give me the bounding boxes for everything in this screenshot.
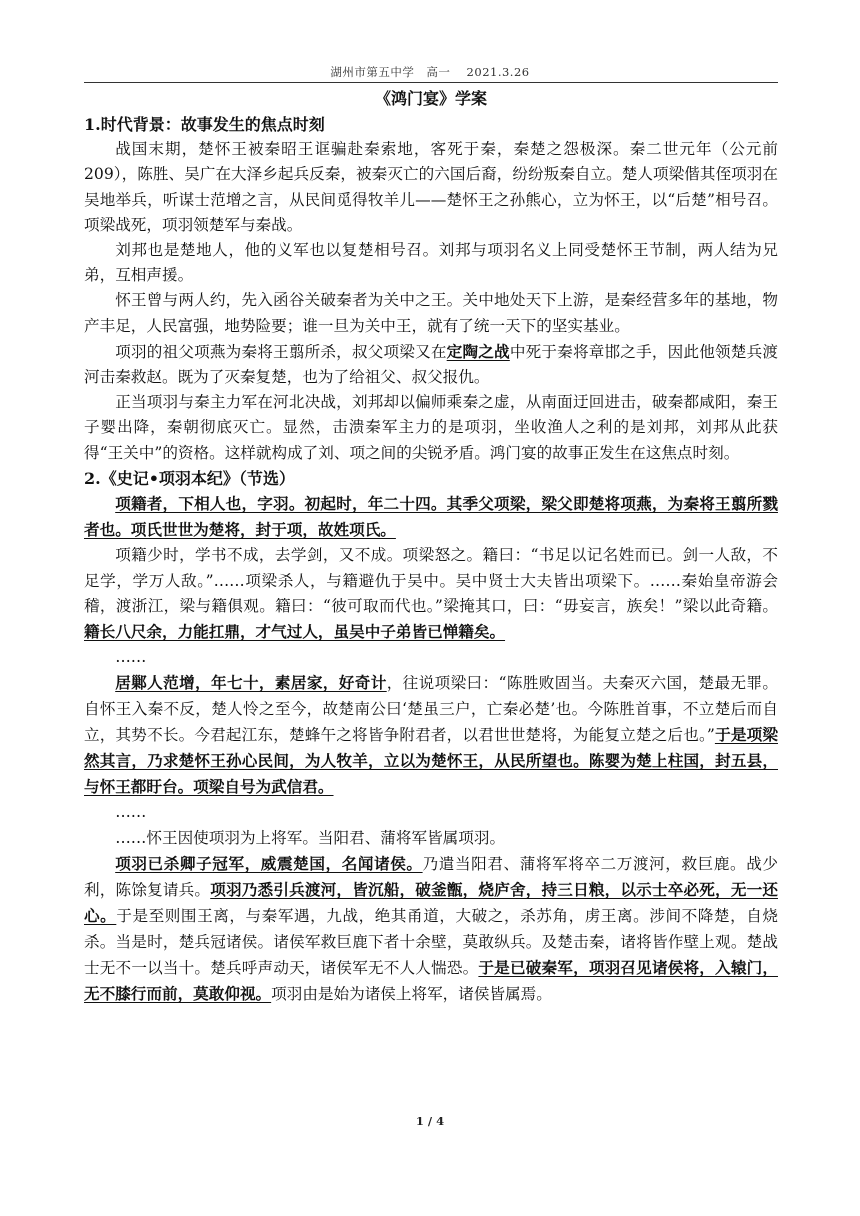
section2-paragraph-1	[84, 491, 778, 543]
document-title: 《鸿门宴》学案	[374, 89, 487, 108]
section2-paragraph-4: ……怀王因使项羽为上将军。当阳君、蒲将军皆属项羽。	[115, 828, 506, 847]
section2-paragraph-3	[84, 670, 778, 800]
paragraph-text: ，往说项梁曰：“陈胜败固当。夫秦灭六国，楚最无罪。自怀王入秦不反，楚人怜之至今，故楚南公曰‘楚虽三户，亡秦必楚’也。今陈胜首事，不立楚后而自立，其势不长。今君起江东，楚蜂午之将皆争附君者，以君世世楚将，为能复立楚之后也。”	[84, 674, 778, 744]
section2-paragraph-5	[84, 851, 778, 1007]
emphasis-text: 居鄛人范增，年七十，素居家，好奇计	[115, 673, 387, 693]
page-header: 湖州市第五中学 高一 2021.3.26	[330, 65, 530, 79]
ellipsis: ……	[115, 803, 147, 822]
section2-heading: 2.《史记•项羽本纪》（节选）	[84, 468, 295, 488]
section1-heading: 1.时代背景：故事发生的焦点时刻	[84, 115, 325, 134]
paragraph-text: 项羽由是始为诸侯上将军，诸侯皆属焉。	[271, 984, 552, 1003]
section1-paragraph-1: 战国末期，楚怀王被秦昭王诓骗赴秦索地，客死于秦，秦楚之怨极深。秦二世元年（公元前 209），陈胜、吴广在大泽乡起兵反秦，被秦灭亡的六国后裔，纷纷叛秦自立。楚人项梁偕其侄项羽在吴地举兵，听谋士范增之言，从民间觅得牧羊儿——楚怀王之孙熊心，立为怀王，以“后楚”相号召。项梁战死，项羽领楚军与秦战。	[84, 140, 778, 234]
section1-paragraph-5: 正当项羽与秦主力军在河北决战，刘邦却以偏师乘秦之虚，从南面迂回进击，破秦都咸阳，秦王子婴出降，秦朝彻底灭亡。显然，击溃秦军主力的是项羽，坐收渔人之利的是刘邦，刘邦从此获得“王关中”的资格。这样就构成了刘、项之间的尖锐矛盾。鸿门宴的故事正发生在这焦点时刻。	[84, 393, 778, 462]
page-number: 1 / 4	[415, 1114, 445, 1128]
document-body	[84, 86, 778, 1007]
section1-paragraph-3: 怀王曾与两人约，先入函谷关破秦者为关中之王。关中地处天下上游，是秦经营多年的基地，物产丰足，人民富强，地势险要；谁一旦为关中王，就有了统一天下的坚实基业。	[84, 291, 778, 335]
header-rule	[84, 82, 778, 83]
paragraph-text: 乃遣当阳君、蒲将军将卒二万渡河，救巨鹿。战少利，陈馀复请兵。	[84, 854, 778, 900]
ellipsis: ……	[115, 648, 147, 667]
paragraph-text: 项籍少时，学书不成，去学剑，又不成。项梁怒之。籍曰：“书足以记名姓而已。剑一人敌，不足学，学万人敌。”……项梁杀人，与籍避仇于吴中。吴中贤士大夫皆出项梁下。……秦始皇帝游会稽，渡浙江，梁与籍俱观。籍曰：“彼可取而代也。”梁掩其口，曰：“毋妄言，族矣！”梁以此奇籍。	[84, 546, 778, 615]
paragraph-text: 中死于秦将章邯之手，因此他领楚兵渡河击秦救赵。既为了灭秦复楚，也为了给祖父、叔父报仇。	[84, 342, 778, 387]
paragraph-text: 项羽的祖父项燕为秦将王翦所杀，叔父项梁又在	[115, 342, 447, 361]
emphasis-text: 项羽乃悉引兵渡河，皆沉船，破釜甑，烧庐舍，持三日粮，以示士卒必死，无一还心。	[84, 880, 778, 926]
emphasis-text: 定陶之战	[446, 341, 510, 361]
emphasis-text: 于是已破秦军，项羽召见诸侯将，入辕门，无不膝行而前，莫敢仰视。	[84, 957, 778, 1003]
section1-paragraph-2: 刘邦也是楚地人，他的义军也以复楚相号召。刘邦与项羽名义上同受楚怀王节制，两人结为兄弟，互相声援。	[84, 241, 778, 285]
emphasis-text: 项籍者，下相人也，字羽。初起时，年二十四。其季父项梁，梁父即楚将项燕，为秦将王翦所戮者也。项氏世世为楚将，封于项，故姓项氏。	[84, 494, 778, 540]
emphasis-text: 于是项梁然其言，乃求楚怀王孙心民间，为人牧羊，立以为楚怀王，从民所望也。陈婴为楚上柱国，封五县，与怀王都盱台。项梁自号为武信君。	[84, 724, 778, 797]
emphasis-text: 籍长八尺余，力能扛鼎，才气过人，虽吴中子弟皆已惮籍矣。	[84, 622, 506, 642]
paragraph-text: 于是至则围王离，与秦军遇，九战，绝其甬道，大破之，杀苏角，虏王离。涉间不降楚，自烧杀。当是时，楚兵冠诸侯。诸侯军救巨鹿下者十余壁，莫敢纵兵。及楚击秦，诸将皆作壁上观。楚战士无不一以当十。楚兵呼声动天，诸侯军无不人人惴恐。	[84, 907, 778, 977]
emphasis-text: 项羽已杀卿子冠军，威震楚国，名闻诸侯。	[115, 853, 423, 873]
section2-paragraph-2	[84, 543, 778, 645]
section1-paragraph-4	[84, 339, 778, 390]
